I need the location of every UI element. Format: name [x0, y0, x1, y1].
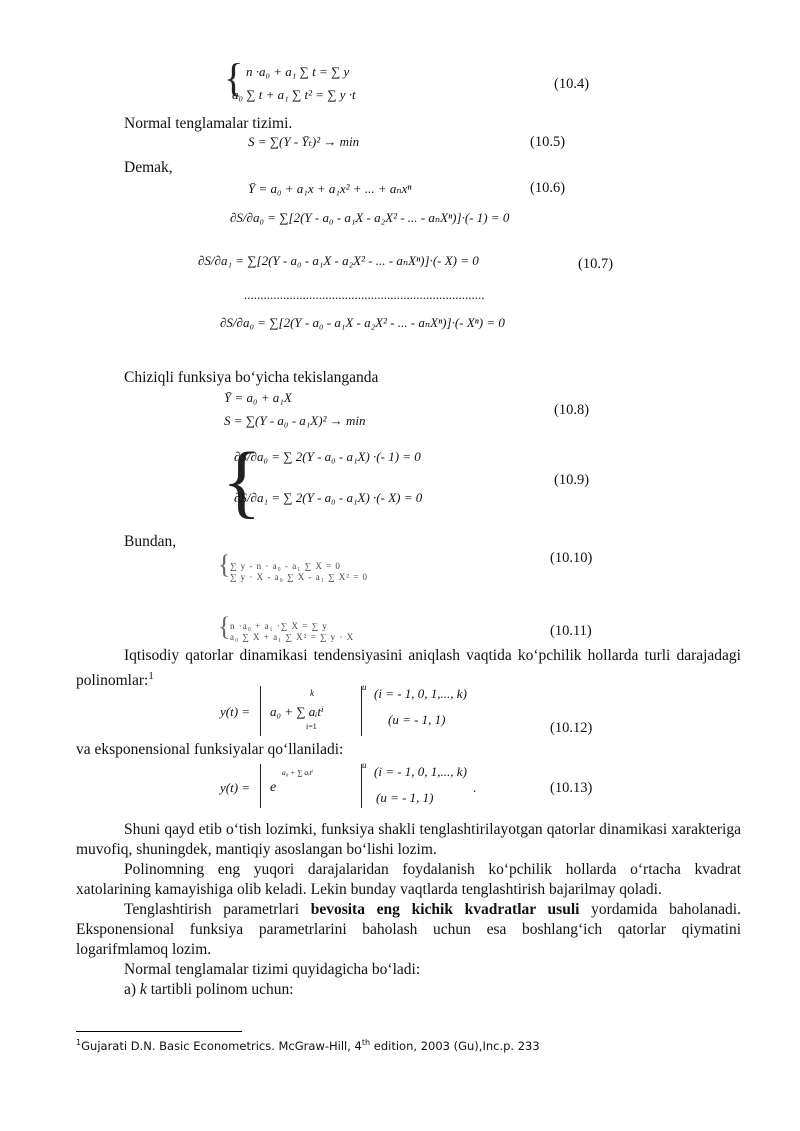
eq-10-13-power: u [362, 760, 367, 770]
eq-10-12-body: a₀ + ∑ aᵢtⁱ [270, 704, 324, 719]
paragraph-estimation-bold: bevosita eng kichik kvadratlar usuli [310, 901, 580, 918]
eq-10-13-cond2: (u = - 1, 1) [376, 790, 434, 805]
paragraph-normal-equations: Normal tenglamalar tizimi quyidagicha boʻladi: [124, 961, 421, 978]
paragraph-polynomial-order [76, 980, 741, 1000]
eq-10-13-base: e [270, 780, 277, 795]
paragraph-polynomial-order-post: tartibli polinom uchun: [146, 981, 294, 998]
system-brace-10-11: { [218, 612, 231, 641]
paragraph-higher-degree: Polinomning eng yuqori darajalaridan foydalanish koʻpchilik hollarda oʻrtacha kvadrat xatolarining kamayishiga olib keladi. Lekin bunday vaqtlarda tenglashtirish bajarilmay qoladi. [76, 861, 741, 898]
text-normal-system: Normal tenglamalar tizimi. [124, 115, 293, 132]
eq-number-10-12: (10.12) [550, 720, 593, 736]
eq-number-10-11: (10.11) [550, 623, 592, 639]
eq-10-12-cond2: (u = - 1, 1) [388, 712, 446, 727]
text-bundan: Bundan, [124, 533, 177, 550]
eq-10-12-sum-bottom: i=1 [306, 722, 317, 731]
eq-10-8-line2: S = ∑(Y - a₀ - a₁X)² → min [224, 413, 366, 428]
paragraph-polynomials-text: Iqtisodiy qatorlar dinamikasi tendensiyasini aniqlash vaqtida koʻpchilik hollarda turli darajadagi polinomlar: [76, 647, 741, 690]
footnote-text-post: edition, 2003 (Gu),Inc.p. 233 [370, 1038, 540, 1053]
eq-10-4-line1: n ·a₀ + a₁ ∑ t = ∑ y [246, 64, 350, 79]
eq-10-13-dot: . [473, 780, 477, 795]
eq-10-13-lhs: y(t) = [220, 780, 251, 795]
system-brace-10-10: { [218, 550, 231, 579]
system-brace-10-9: { [222, 435, 262, 526]
text-linear: Chiziqli funksiya boʻyicha tekislanganda [124, 369, 379, 386]
eq-10-11-line1: n ·a₀ + a₁ ·∑ X = ∑ y [230, 621, 328, 631]
eq-number-10-8: (10.8) [554, 402, 590, 418]
eq-number-10-6: (10.6) [530, 180, 566, 196]
footnote-sup: th [361, 1038, 371, 1047]
eq-10-12-cond1: (i = - 1, 0, 1,..., k) [374, 686, 467, 701]
footnote-ref: 1 [148, 670, 154, 682]
eq-10-6: Ȳ = a₀ + a₁x + a₁x² + ... + aₙxⁿ [248, 181, 412, 196]
paragraph-form-choice: Shuni qayd etib oʻtish lozimki, funksiya shakli tenglashtirilayotgan qatorlar dinamikasi xarakteriga muvofiq, shuningdek, mantiqiy asoslangan boʻlishi lozim. [76, 821, 741, 858]
footnote-mark: 1 [76, 1038, 82, 1047]
paragraph-polynomial-order-pre: a) [124, 981, 140, 998]
eq-10-5: S = ∑(Y - Ȳₜ)² → min [248, 134, 360, 149]
eq-number-10-7: (10.7) [578, 256, 614, 272]
text-demak: Demak, [124, 159, 173, 176]
eq-number-10-9: (10.9) [554, 472, 590, 488]
paragraph-estimation [76, 900, 741, 960]
eq-10-13-exponent: a₀ + ∑ aᵢtⁱ [282, 768, 313, 777]
paragraph-estimation-pre: Tenglashtirish parametrlari [124, 901, 311, 918]
eq-10-9-line2: ∂S/∂a₁ = ∑ 2(Y - a₀ - a₁X) ·(- X) = 0 [234, 490, 423, 505]
paragraph-estimation-post: yordamida baholanadi. Eksponensional funksiya parametrlarini baholash uchun esa boshlangʻich qatorlar qiymatini logarifmlamoq lozim. [76, 901, 741, 958]
footnote [76, 1038, 540, 1053]
eq-10-7-row1: ∂S/∂a₀ = ∑[2(Y - a₀ - a₁X - a₂X² - ... - aₙXⁿ)]·(- 1) = 0 [230, 210, 510, 225]
eq-10-10-line1: ∑ y - n · a₀ - a₁ ∑ X = 0 [230, 561, 341, 571]
eq-10-12-power: u [362, 682, 367, 692]
eq-number-10-10: (10.10) [550, 550, 593, 566]
eq-10-10-line2: ∑ y · X - a₀ ∑ X - a₁ ∑ X² = 0 [230, 572, 369, 582]
eq-10-12-sum-top: k [310, 688, 314, 698]
footnote-text-pre: Gujarati D.N. Basic Econometrics. McGraw-Hill, 4 [81, 1038, 362, 1053]
eq-10-8-line1: Ȳ = a₀ + a₁X [224, 390, 292, 405]
eq-10-7-dots: .......................................................................... [244, 287, 485, 302]
eq-10-13-cond1: (i = - 1, 0, 1,..., k) [374, 764, 467, 779]
eq-number-10-4: (10.4) [554, 76, 590, 92]
eq-10-12-lhs: y(t) = [220, 704, 251, 719]
paragraph-polynomial-order-var: k [139, 981, 147, 998]
eq-10-4-line2: a₀ ∑ t + a₁ ∑ t² = ∑ y ·t [232, 87, 356, 102]
footnote-separator [76, 1031, 242, 1032]
text-exponential: va eksponensional funksiyalar qoʻllaniladi: [76, 741, 344, 758]
paragraph-polynomials [76, 646, 741, 691]
eq-10-9-line1: ∂S/∂a₀ = ∑ 2(Y - a₀ - a₁X) ·(- 1) = 0 [234, 449, 421, 464]
eq-10-11-line2: a₀ ∑ X + a₁ ∑ X² = ∑ y · X [230, 632, 355, 642]
system-brace-10-4: { [224, 55, 244, 100]
eq-10-7-row2: ∂S/∂a₁ = ∑[2(Y - a₀ - a₁X - a₂X² - ... - aₙXⁿ)]·(- X) = 0 [198, 253, 479, 268]
eq-10-7-row3: ∂S/∂a₀ = ∑[2(Y - a₀ - a₁X - a₂X² - ... - aₙXⁿ)]·(- Xⁿ) = 0 [220, 315, 505, 330]
eq-number-10-13: (10.13) [550, 780, 593, 796]
eq-number-10-5: (10.5) [530, 134, 566, 150]
